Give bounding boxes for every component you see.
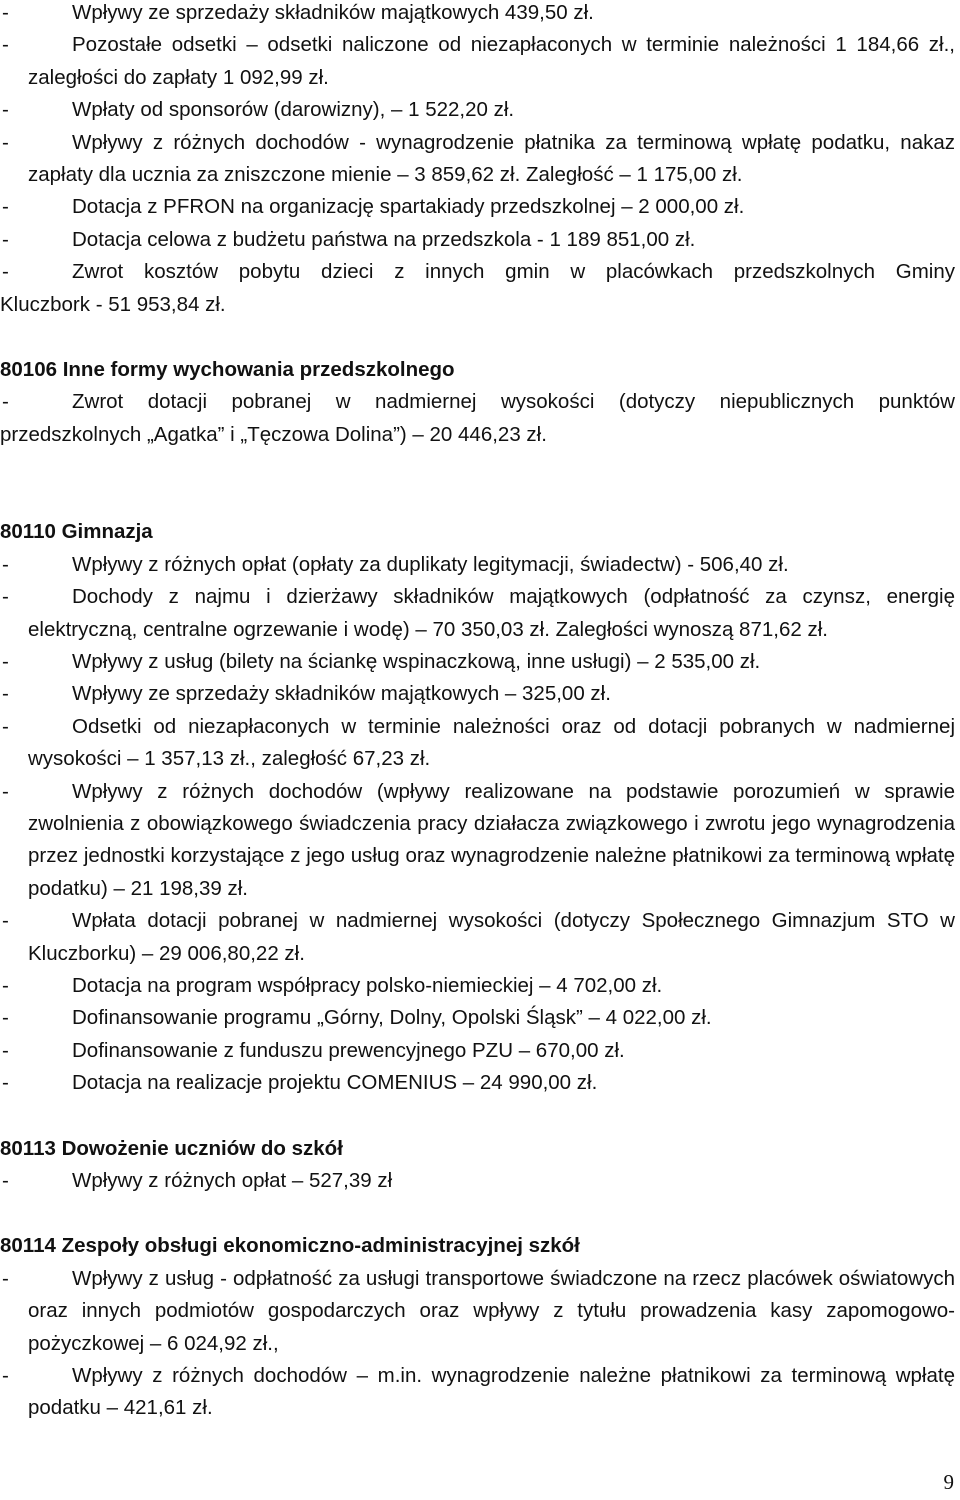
item-text: Dochody z najmu i dzierżawy składników majątkowych (odpłatność za czynsz, energię elektryczną, centralne ogrzewanie i wodę) – 70 350,03 zł. Zaległości wynoszą 871,62 zł.: [28, 585, 955, 641]
item-text: Odsetki od niezapłaconych w terminie należności oraz od dotacji pobranych w nadmiernej wysokości – 1 357,13 zł., zaległość 67,23 zł.: [28, 714, 955, 771]
item-text: Dofinansowanie programu „Górny, Dolny, Opolski Śląsk” – 4 022,00 zł.: [72, 1006, 712, 1030]
item-text: Wpływy z usług - odpłatność za usługi transportowe świadczone na rzecz placówek oświatowych oraz innych podmiotów gospodarczych oraz wpływy z tytułu prowadzenia kasy zapomogowo-pożyczkowej – 6 024,92 zł.,: [28, 1266, 955, 1355]
list-item: [0, 646, 955, 678]
section-heading-80114: 80114 Zespoły obsługi ekonomiczno-administracyjnej szkół: [0, 1234, 580, 1258]
bullet-dash: -: [2, 227, 9, 251]
bullet-dash: -: [2, 130, 9, 154]
list-item: [0, 1263, 955, 1360]
bullet-dash: -: [2, 714, 9, 738]
item-text: Dotacja celowa z budżetu państwa na przedszkola - 1 189 851,00 zł.: [72, 227, 696, 251]
list-item: [0, 905, 955, 970]
list-item: [0, 127, 955, 192]
item-text: Wpływy ze sprzedaży składników majątkowych – 325,00 zł.: [72, 682, 611, 706]
item-text: Zwrot kosztów pobytu dzieci z innych gmin w placówkach przedszkolnych Gminy: [72, 260, 955, 284]
bullet-dash: -: [2, 585, 9, 609]
item-text: Wpływy z różnych dochodów – m.in. wynagrodzenie należne płatnikowi za terminową wpłatę podatku – 421,61 zł.: [28, 1364, 955, 1420]
bullet-dash: -: [2, 260, 9, 284]
section-heading-80113: 80113 Dowożenie uczniów do szkół: [0, 1136, 343, 1160]
list-item: [0, 191, 955, 223]
list-item: [0, 386, 955, 451]
list-item: [0, 29, 955, 94]
item-text: Wpłata dotacji pobranej w nadmiernej wysokości (dotyczy Społecznego Gimnazjum STO w Kluczborku) – 29 006,80,22 zł.: [28, 909, 955, 965]
bullet-dash: -: [2, 195, 9, 219]
list-item: [0, 1360, 955, 1425]
item-text: Wpływy z różnych dochodów - wynagrodzenie płatnika za terminową wpłatę podatku, nakaz zapłaty dla ucznia za zniszczone mienie – 3 859,62 zł. Zaległość – 1 175,00 zł.: [28, 130, 955, 187]
bullet-dash: -: [2, 390, 9, 414]
list-item: [0, 1067, 955, 1099]
bullet-dash: -: [2, 1071, 9, 1095]
bullet-dash: -: [2, 1038, 9, 1062]
list-item: [0, 256, 955, 321]
bullet-dash: -: [2, 682, 9, 706]
item-text: Wpłaty od sponsorów (darowizny), – 1 522,20 zł.: [72, 98, 515, 122]
section-heading-80106: 80106 Inne formy wychowania przedszkolnego: [0, 358, 455, 382]
bullet-dash: -: [2, 33, 9, 57]
item-text-continued: przedszkolnych „Agatka” i „Tęczowa Dolina”) – 20 446,23 zł.: [0, 422, 547, 446]
bullet-dash: -: [2, 1364, 9, 1388]
item-text: Dotacja na realizacje projektu COMENIUS – 24 990,00 zł.: [72, 1071, 598, 1095]
bullet-dash: -: [2, 1006, 9, 1030]
list-item: [0, 581, 955, 646]
item-text: Pozostałe odsetki – odsetki naliczone od niezapłaconych w terminie należności 1 184,66 zł., zaległości do zapłaty 1 092,99 zł.: [28, 33, 955, 89]
list-item: [0, 94, 955, 126]
section-heading-80110: 80110 Gimnazja: [0, 520, 153, 544]
list-item: [0, 678, 955, 710]
item-text-continued: Kluczbork - 51 953,84 zł.: [0, 292, 226, 316]
page-number: 9: [943, 1470, 954, 1494]
list-item: [0, 1035, 955, 1067]
item-text: Wpływy z różnych opłat (opłaty za duplikaty legitymacji, świadectw) - 506,40 zł.: [72, 552, 789, 576]
list-item: [0, 970, 955, 1002]
list-item: [0, 711, 955, 776]
item-text: Wpływy z różnych dochodów (wpływy realizowane na podstawie porozumień w sprawie zwolnienia z obowiązkowego świadczenia pracy działacza związkowego i zwrotu jego wynagrodzenia przez jednostki korzystające z jego usług oraz wynagrodzenie należne płatnikowi za terminową wpłatę podatku) – 21 198,39 zł.: [28, 779, 955, 900]
item-text: Wpływy z usług (bilety na ściankę wspinaczkową, inne usługi) – 2 535,00 zł.: [72, 649, 761, 673]
item-text: Wpływy z różnych opłat – 527,39 zł: [72, 1169, 393, 1192]
list-item: [0, 1165, 955, 1197]
item-text: Zwrot dotacji pobranej w nadmiernej wysokości (dotyczy niepublicznych punktów: [72, 390, 955, 414]
bullet-dash: -: [2, 1266, 9, 1290]
bullet-dash: -: [2, 98, 9, 122]
bullet-dash: -: [2, 909, 9, 933]
bullet-dash: -: [2, 1, 9, 24]
item-text: Wpływy ze sprzedaży składników majątkowych 439,50 zł.: [72, 1, 594, 24]
list-item: [0, 549, 955, 581]
item-text: Dofinansowanie z funduszu prewencyjnego PZU – 670,00 zł.: [72, 1038, 625, 1062]
bullet-dash: -: [2, 649, 9, 673]
item-text: Dotacja z PFRON na organizację spartakiady przedszkolnej – 2 000,00 zł.: [72, 195, 745, 219]
bullet-dash: -: [2, 973, 9, 997]
list-item: [0, 0, 955, 29]
list-item: [0, 1002, 955, 1034]
bullet-dash: -: [2, 552, 9, 576]
bullet-dash: -: [2, 779, 9, 803]
list-item: [0, 776, 955, 906]
list-item: [0, 224, 955, 256]
bullet-dash: -: [2, 1169, 9, 1192]
item-text: Dotacja na program współpracy polsko-niemieckiej – 4 702,00 zł.: [72, 973, 663, 997]
